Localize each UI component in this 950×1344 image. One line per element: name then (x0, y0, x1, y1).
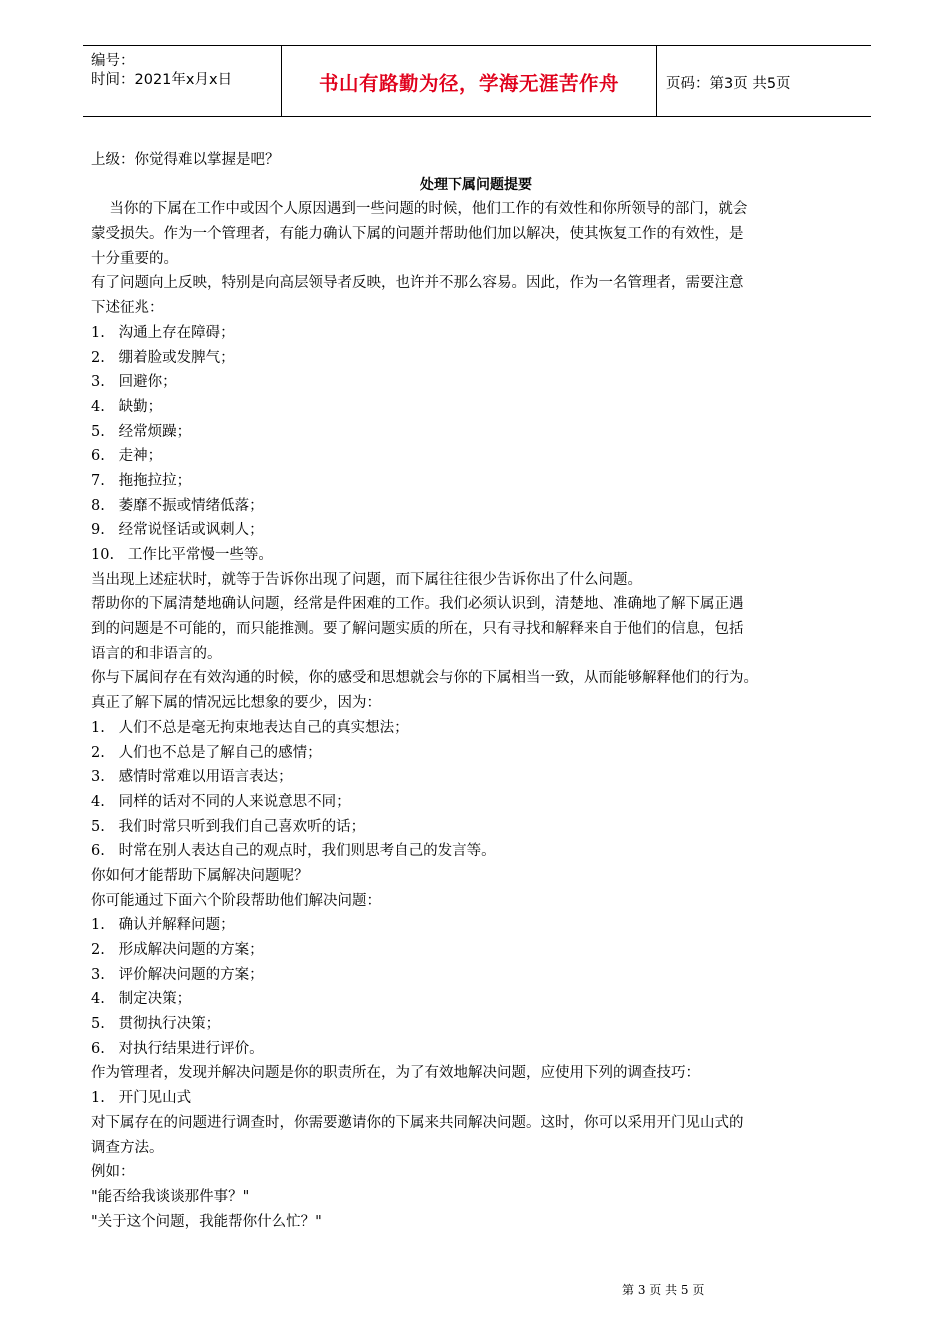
header-meta-cell (83, 46, 281, 116)
text-line: 十分重要的。 (91, 250, 178, 267)
list-item: 4. 制定决策； (91, 991, 192, 1008)
text-line: 帮助你的下属清楚地确认问题，经常是件困难的工作。我们必须认识到，清楚地、准确地了解下属正遇 (91, 596, 744, 613)
list-item: 10. 工作比平常慢一些等。 (91, 547, 273, 563)
text-line: 对下属存在的问题进行调查时，你需要邀请你的下属来共同解决问题。这时，你可以采用开门见山式的 (91, 1114, 744, 1131)
text-line: 蒙受损失。作为一个管理者，有能力确认下属的问题并帮助他们加以解决，使其恢复工作的有效性，是 (91, 226, 744, 243)
list-item: 1. 确认并解释问题； (91, 917, 235, 934)
page-number-label: 页码：第3页 共5页 (666, 76, 791, 92)
list-item: 2. 绷着脸或发脾气； (91, 349, 235, 366)
list-item: 1. 人们不总是毫无拘束地表达自己的真实想法； (91, 719, 409, 736)
document-header (83, 45, 871, 117)
number-label: 编号： (91, 53, 135, 69)
list-item: 4. 同样的话对不同的人来说意思不同； (91, 793, 351, 810)
text-line: 作为管理者，发现并解决问题是你的职责所在，为了有效地解决问题，应使用下列的调查技巧： (91, 1065, 700, 1082)
text-line: 你可能通过下面六个阶段帮助他们解决问题： (91, 892, 381, 909)
document-body (91, 148, 861, 1234)
list-item: 5. 我们时常只听到我们自己喜欢听的话； (91, 818, 366, 835)
list-item: 3. 评价解决问题的方案； (91, 966, 264, 983)
text-line: 下述征兆： (91, 300, 164, 317)
list-item: 2. 人们也不总是了解自己的感情； (91, 744, 322, 761)
list-item: 1. 开门见山式 (91, 1090, 192, 1107)
time-label: 时间：2021年x月x日 (91, 72, 233, 88)
header-motto-cell (281, 46, 657, 116)
list-item: 2. 形成解决问题的方案； (91, 942, 264, 958)
list-item: 6. 时常在别人表达自己的观点时，我们则思考自己的发言等。 (91, 843, 496, 860)
list-item: 5. 经常烦躁； (91, 423, 192, 440)
text-line: 到的问题是不可能的，而只能推测。要了解问题实质的所在，只有寻找和解释来自于他们的信息，包括 (91, 621, 744, 638)
list-item: 1. 沟通上存在障碍； (91, 324, 235, 341)
quote-line: "能否给我谈谈那件事？" (91, 1188, 250, 1205)
text-line: 你与下属间存在有效沟通的时候，你的感受和思想就会与你的下属相当一致，从而能够解释他们的行为。 (91, 670, 758, 687)
text-line: 你如何才能帮助下属解决问题呢？ (91, 867, 309, 884)
text-line: 有了问题向上反映，特别是向高层领导者反映，也许并不那么容易。因此，作为一名管理者，需要注意 (91, 275, 744, 292)
header-page-cell (656, 46, 871, 116)
list-item: 8. 萎靡不振或情绪低落； (91, 497, 264, 514)
text-line: 真正了解下属的情况远比想象的要少，因为： (91, 695, 381, 712)
list-item: 6. 走神； (91, 448, 163, 465)
list-item: 9. 经常说怪话或讽刺人； (91, 522, 264, 539)
motto-text: 书山有路勤为径，学海无涯苦作舟 (318, 72, 619, 95)
list-item: 3. 回避你； (91, 374, 177, 391)
text-line: 上级：你觉得难以掌握是吧？ (91, 152, 280, 168)
text-line: 当出现上述症状时，就等于告诉你出现了问题，而下属往往很少告诉你出了什么问题。 (91, 571, 642, 588)
list-item: 4. 缺勤； (91, 398, 163, 415)
quote-line: "关于这个问题，我能帮你什么忙？" (91, 1213, 322, 1230)
text-line: 当你的下属在工作中或因个人原因遇到一些问题的时候，他们工作的有效性和你所领导的部门，就会 (91, 201, 748, 218)
list-item: 6. 对执行结果进行评价。 (91, 1040, 264, 1057)
list-item: 7. 拖拖拉拉； (91, 472, 192, 489)
list-item: 3. 感情时常难以用语言表达； (91, 769, 293, 786)
text-line: 例如： (91, 1164, 135, 1181)
page-footer: 第 3 页 共 5 页 (622, 1283, 705, 1297)
list-item: 5. 贯彻执行决策； (91, 1016, 221, 1033)
section-title: 处理下属问题提要 (420, 176, 532, 193)
text-line: 语言的和非语言的。 (91, 645, 222, 662)
text-line: 调查方法。 (91, 1139, 164, 1156)
